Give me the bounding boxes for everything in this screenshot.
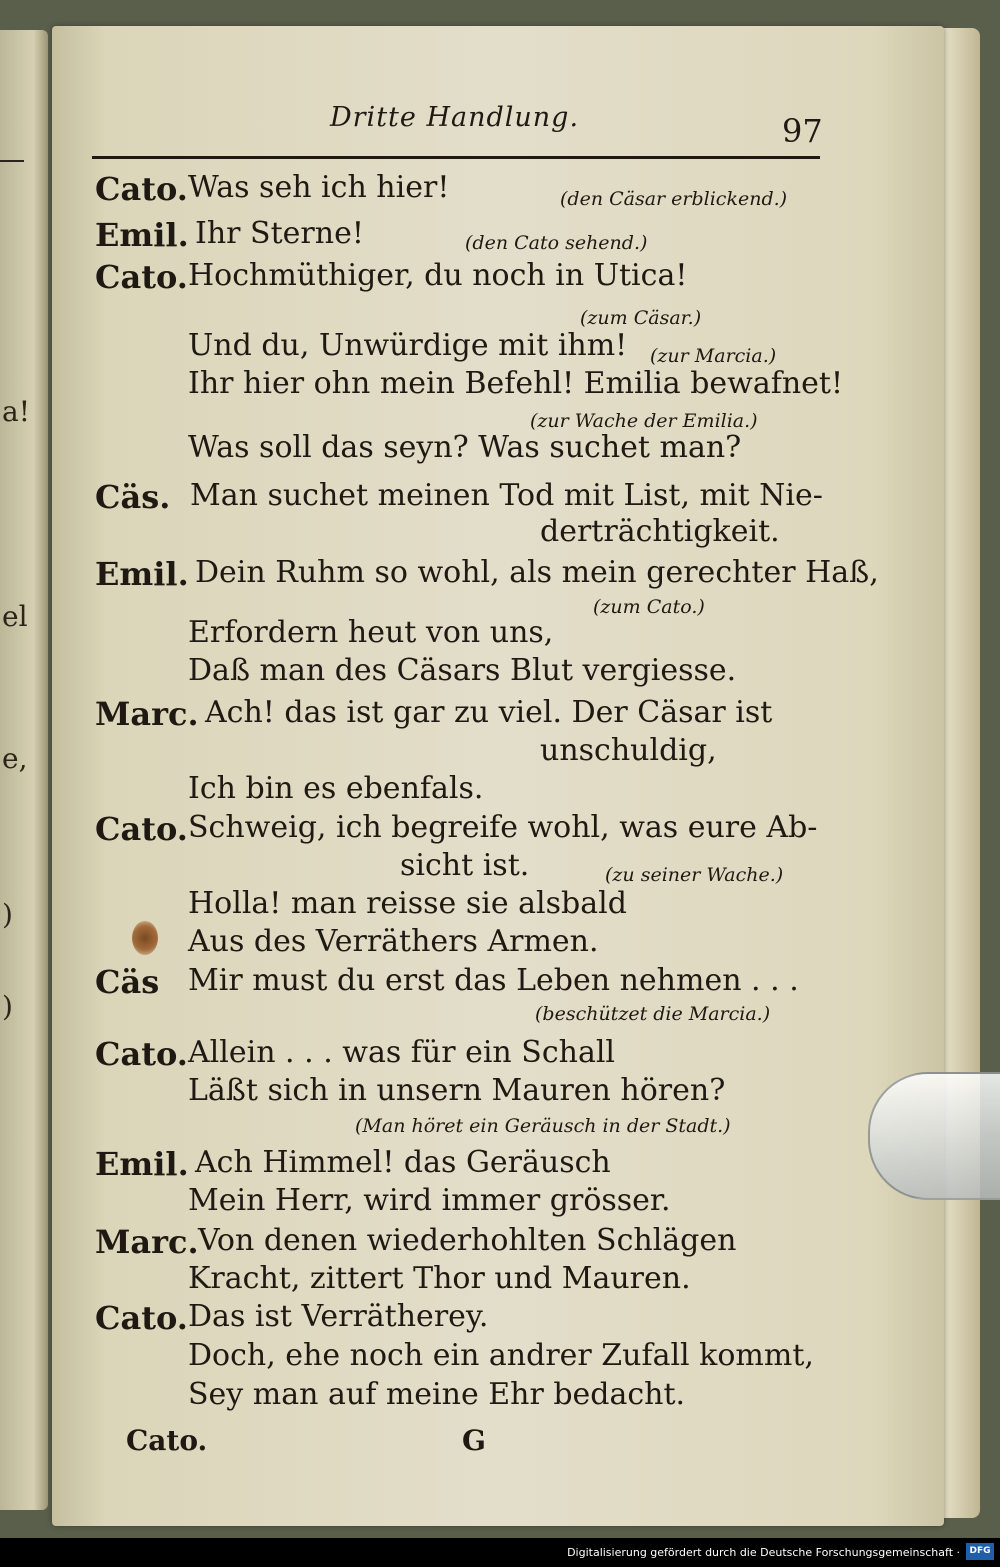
- stage-direction: (den Cäsar erblickend.): [560, 188, 788, 210]
- verse-line: derträchtigkeit.: [540, 514, 780, 549]
- stage-direction: (zu seiner Wache.): [605, 864, 784, 886]
- catchword: Cato.: [126, 1424, 208, 1457]
- verse-line: Erfordern heut von uns,: [188, 615, 554, 650]
- stage-direction: (zur Wache der Emilia.): [530, 410, 758, 432]
- speaker-label: Emil.: [95, 1145, 189, 1183]
- verse-line: Das ist Verrätherey.: [188, 1299, 489, 1334]
- dfg-logo-icon: DFG: [966, 1543, 994, 1560]
- verse-line: Sey man auf meine Ehr bedacht.: [188, 1377, 686, 1412]
- stage-direction: (Man höret ein Geräusch in der Stadt.): [355, 1115, 731, 1137]
- left-page-fragment: el: [2, 600, 28, 633]
- stage-direction: (den Cato sehend.): [465, 232, 648, 254]
- speaker-label: Cato.: [95, 1299, 188, 1337]
- verse-line: Ach Himmel! das Geräusch: [195, 1145, 611, 1180]
- running-head: Dritte Handlung.: [330, 102, 580, 133]
- verse-line: Mein Herr, wird immer grösser.: [188, 1183, 671, 1218]
- verse-line: Ihr Sterne!: [195, 216, 364, 251]
- verse-line: Dein Ruhm so wohl, als mein gerechter Haß,: [195, 555, 879, 590]
- header-rule: [92, 156, 820, 159]
- stage-direction: (beschützet die Marcia.): [535, 1003, 771, 1025]
- footer-credit: Digitalisierung gefördert durch die Deutsche Forschungsgemeinschaft ·: [567, 1546, 960, 1559]
- verse-line: Ihr hier ohn mein Befehl! Emilia bewafnet!: [188, 366, 844, 401]
- verse-line: Man suchet meinen Tod mit List, mit Nie-: [190, 478, 823, 513]
- verse-line: unschuldig,: [540, 733, 717, 768]
- speaker-label: Cäs.: [95, 478, 171, 516]
- verse-line: Ach! das ist gar zu viel. Der Cäsar ist: [205, 695, 773, 730]
- speaker-label: Cäs: [95, 963, 160, 1001]
- verse-line: Mir must du erst das Leben nehmen . . .: [188, 963, 799, 998]
- speaker-label: Cato.: [95, 258, 188, 296]
- speaker-label: Cato.: [95, 170, 188, 208]
- stage-direction: (zum Cäsar.): [580, 307, 702, 329]
- verse-line: Kracht, zittert Thor und Mauren.: [188, 1261, 691, 1296]
- verse-line: Daß man des Cäsars Blut vergiesse.: [188, 653, 737, 688]
- verse-line: Hochmüthiger, du noch in Utica!: [188, 258, 688, 293]
- verse-line: Und du, Unwürdige mit ihm!: [188, 328, 628, 363]
- speaker-label: Cato.: [95, 810, 188, 848]
- left-page-fragment: ): [2, 990, 13, 1023]
- page-number: 97: [782, 112, 823, 150]
- verse-line: Holla! man reisse sie alsbald: [188, 886, 627, 921]
- left-page-fragment: ): [2, 898, 13, 931]
- left-page-rule: [0, 160, 24, 162]
- stage-direction: (zum Cato.): [593, 596, 705, 618]
- left-page-fragment: a!: [2, 395, 30, 428]
- stage-direction: (zur Marcia.): [650, 345, 777, 367]
- verse-line: Ich bin es ebenfals.: [188, 771, 484, 806]
- left-page-edge: [0, 30, 48, 1510]
- verse-line: Schweig, ich begreife wohl, was eure Ab-: [188, 810, 818, 845]
- footer-bar: [0, 1538, 1000, 1567]
- verse-line: Was soll das seyn? Was suchet man?: [188, 430, 742, 465]
- verse-line: Allein . . . was für ein Schall: [188, 1035, 616, 1070]
- speaker-label: Cato.: [95, 1035, 188, 1073]
- verse-line: Was seh ich hier!: [188, 170, 450, 205]
- signature-mark: G: [462, 1424, 486, 1457]
- stain-mark: [132, 921, 158, 955]
- verse-line: Läßt sich in unsern Mauren hören?: [188, 1073, 726, 1108]
- left-page-fragment: e,: [2, 742, 28, 775]
- verse-line: Aus des Verräthers Armen.: [188, 924, 599, 959]
- page-holder-clip: [868, 1072, 1000, 1200]
- speaker-label: Marc.: [95, 695, 199, 733]
- speaker-label: Emil.: [95, 555, 189, 593]
- verse-line: Von denen wiederhohlten Schlägen: [198, 1223, 737, 1258]
- speaker-label: Marc.: [95, 1223, 199, 1261]
- speaker-label: Emil.: [95, 216, 189, 254]
- verse-line: sicht ist.: [400, 848, 530, 883]
- verse-line: Doch, ehe noch ein andrer Zufall kommt,: [188, 1338, 814, 1373]
